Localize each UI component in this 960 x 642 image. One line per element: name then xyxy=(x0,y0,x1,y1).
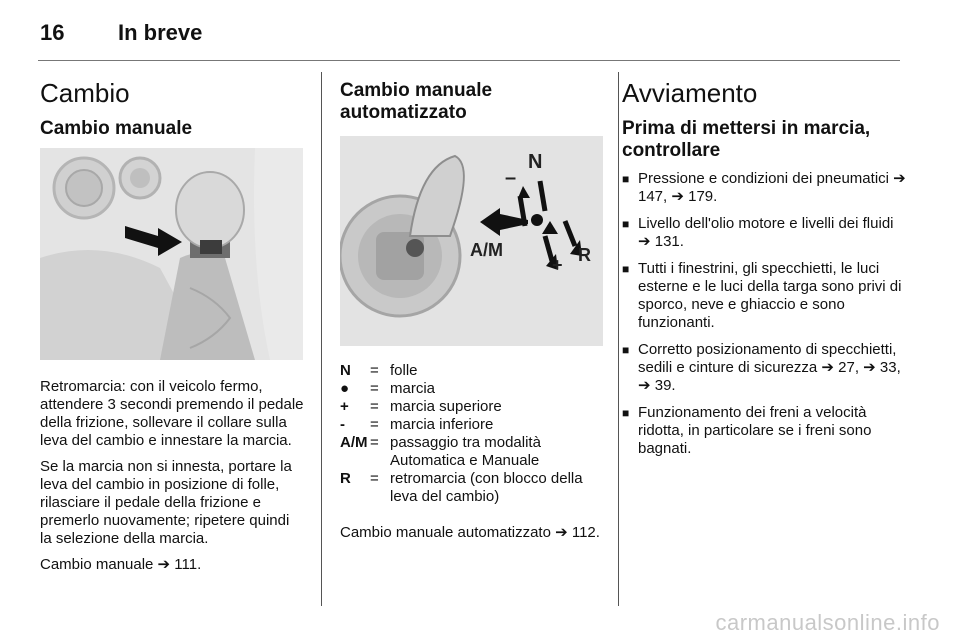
legend-row xyxy=(340,434,605,470)
list-item xyxy=(622,260,907,332)
list-item-text: Funzionamento dei freni a velocità ridotta, in particolare se i freni sono bagnati. xyxy=(638,404,872,457)
column-starting xyxy=(622,70,907,467)
figure-label-am: A/M xyxy=(470,240,503,260)
legend-description: marcia xyxy=(390,380,436,397)
column-gearbox xyxy=(40,70,305,582)
column-divider xyxy=(618,72,619,606)
figure-label-n: N xyxy=(528,151,543,173)
page-header xyxy=(40,18,202,48)
list-item-text: Tutti i finestrini, gli specchietti, le luci esterne e le luci della targa sono privi di sporco, neve e ghiaccio e sono funzionanti. xyxy=(638,260,902,331)
cross-reference-manual-gearbox: Cambio manuale ➔ 111. xyxy=(40,556,202,573)
legend-equals: = xyxy=(370,434,379,451)
bullet-icon: ■ xyxy=(622,343,630,357)
heading-cambio-manuale: Cambio manuale xyxy=(40,118,193,139)
automated-gearshift-illustration xyxy=(340,136,603,346)
column-divider xyxy=(321,72,322,606)
list-item xyxy=(622,170,907,206)
list-item-text: Livello dell'olio motore e livelli dei fluidi ➔ 131. xyxy=(638,215,894,250)
column-automated-gearbox xyxy=(340,70,605,550)
legend-row xyxy=(340,380,605,398)
figure-label-minus: – xyxy=(505,167,517,189)
bullet-icon: ■ xyxy=(622,262,630,276)
legend-description: passaggio tra modalità Automatica e Manuale xyxy=(390,434,541,469)
paragraph-reverse-gear: Retromarcia: con il veicolo fermo, attendere 3 secondi premendo il pedale della frizione, sollevare il collare sulla leva del cambio e innestare la marcia. xyxy=(40,378,304,449)
legend-equals: = xyxy=(370,380,379,397)
cross-reference-automated-gearbox: Cambio manuale automatizzato ➔ 112. xyxy=(340,524,600,541)
bullet-icon: ■ xyxy=(622,406,630,420)
legend-equals: = xyxy=(370,416,379,433)
heading-automated-manual: Cambio manuale automatizzato xyxy=(340,80,493,123)
legend-description: retromarcia (con blocco della leva del cambio) xyxy=(390,470,583,505)
list-item xyxy=(622,341,907,395)
legend-equals: = xyxy=(370,470,379,487)
list-item xyxy=(622,404,907,458)
bullet-icon: ■ xyxy=(622,172,630,186)
figure-label-plus: + xyxy=(552,255,563,275)
list-item-text: Corretto posizionamento di specchietti, sedili e cinture di sicurezza ➔ 27, ➔ 33, ➔ 39. xyxy=(638,341,901,394)
section-title: In breve xyxy=(118,20,203,45)
legend-symbol: R xyxy=(340,470,351,487)
bullet-icon: ■ xyxy=(622,217,630,231)
legend-row xyxy=(340,416,605,434)
legend-equals: = xyxy=(370,398,379,415)
header-divider xyxy=(38,60,900,61)
checklist xyxy=(622,170,907,458)
figure-label-r: R xyxy=(578,245,591,265)
page-number: 16 xyxy=(40,20,65,45)
legend-row xyxy=(340,398,605,416)
list-item-text: Pressione e condizioni dei pneumatici ➔ 147, ➔ 179. xyxy=(638,170,906,205)
legend-row xyxy=(340,362,605,380)
heading-avviamento: Avviamento xyxy=(622,78,758,108)
legend-symbol: A/M xyxy=(340,434,368,451)
legend-equals: = xyxy=(370,362,379,379)
list-item xyxy=(622,215,907,251)
paragraph-gear-not-engaging: Se la marcia non si innesta, portare la leva del cambio in posizione di folle, rilasciare il pedale della frizione e premerlo nuovamente; ripetere quindi la selezione della marcia. xyxy=(40,458,292,547)
legend-description: marcia superiore xyxy=(390,398,502,415)
heading-cambio: Cambio xyxy=(40,78,130,108)
legend-description: folle xyxy=(390,362,418,379)
legend-symbol: - xyxy=(340,416,345,433)
legend-symbol: + xyxy=(340,398,349,415)
watermark: carmanualsonline.info xyxy=(715,610,940,635)
heading-before-driving: Prima di mettersi in marcia, controllare xyxy=(622,118,871,161)
manual-gearshift-illustration xyxy=(40,148,303,360)
legend-description: marcia inferiore xyxy=(390,416,494,433)
legend-symbol: ● xyxy=(340,380,350,397)
symbol-legend xyxy=(340,362,605,506)
legend-row xyxy=(340,470,605,506)
legend-symbol: N xyxy=(340,362,351,379)
